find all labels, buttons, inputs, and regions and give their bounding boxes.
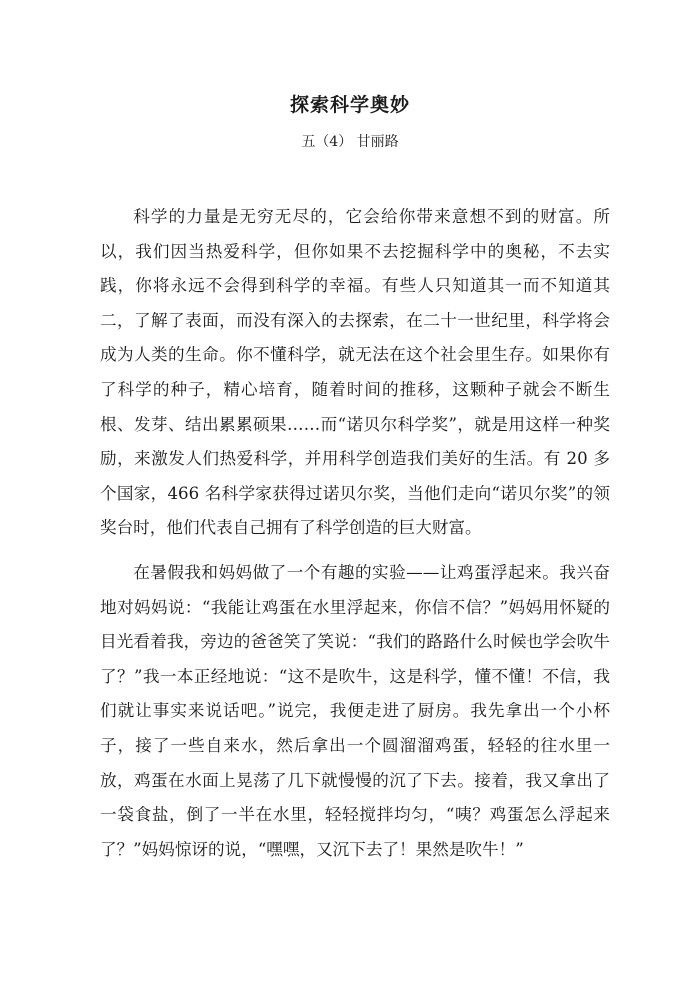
document-body [100, 200, 610, 867]
document-title: 探索科学奥妙 [289, 94, 410, 116]
author-line: 五（4） 甘丽路 [301, 134, 399, 150]
paragraph-2: 在暑假我和妈妈做了一个有趣的实验——让鸡蛋浮起来。我兴奋地对妈妈说：“我能让鸡蛋在水里浮起来，你信不信？”妈妈用怀疑的目光看着我，旁边的爸爸笑了笑说：“我们的路路什么时候也学会吹牛了？”我一本正经地说：“这不是吹牛，这是科学，懂不懂！不信，我们就让事实来说话吧。”说完，我便走进了厨房。我先拿出一个小杯子，接了一些自来水，然后拿出一个圆溜溜鸡蛋，轻轻的往水里一放，鸡蛋在水面上晃荡了几下就慢慢的沉了下去。接着，我又拿出了一袋食盐，倒了一半在水里，轻轻搅拌均匀，“咦？鸡蛋怎么浮起来了？”妈妈惊讶的说，“嘿嘿，又沉下去了！果然是吹牛！” [100, 562, 610, 859]
paragraph-1: 科学的力量是无穷无尽的，它会给你带来意想不到的财富。所以，我们因当热爱科学，但你如果不去挖掘科学中的奥秘，不去实践，你将永远不会得到科学的幸福。有些人只知道其一而不知道其二，了解了表面，而没有深入的去探索，在二十一世纪里，科学将会成为人类的生命。你不懂科学，就无法在这个社会里生存。如果你有了科学的种子，精心培育，随着时间的推移，这颗种子就会不断生根、发芽、结出累累硕果……而“诺贝尔科学奖”，就是用这样一种奖励，来激发人们热爱科学，并用科学创造我们美好的生活。有 20 多个国家，466 名科学家获得过诺贝尔奖，当他们走向“诺贝尔奖”的领奖台时，他们代表自己拥有了科学创造的巨大财富。 [100, 207, 610, 538]
